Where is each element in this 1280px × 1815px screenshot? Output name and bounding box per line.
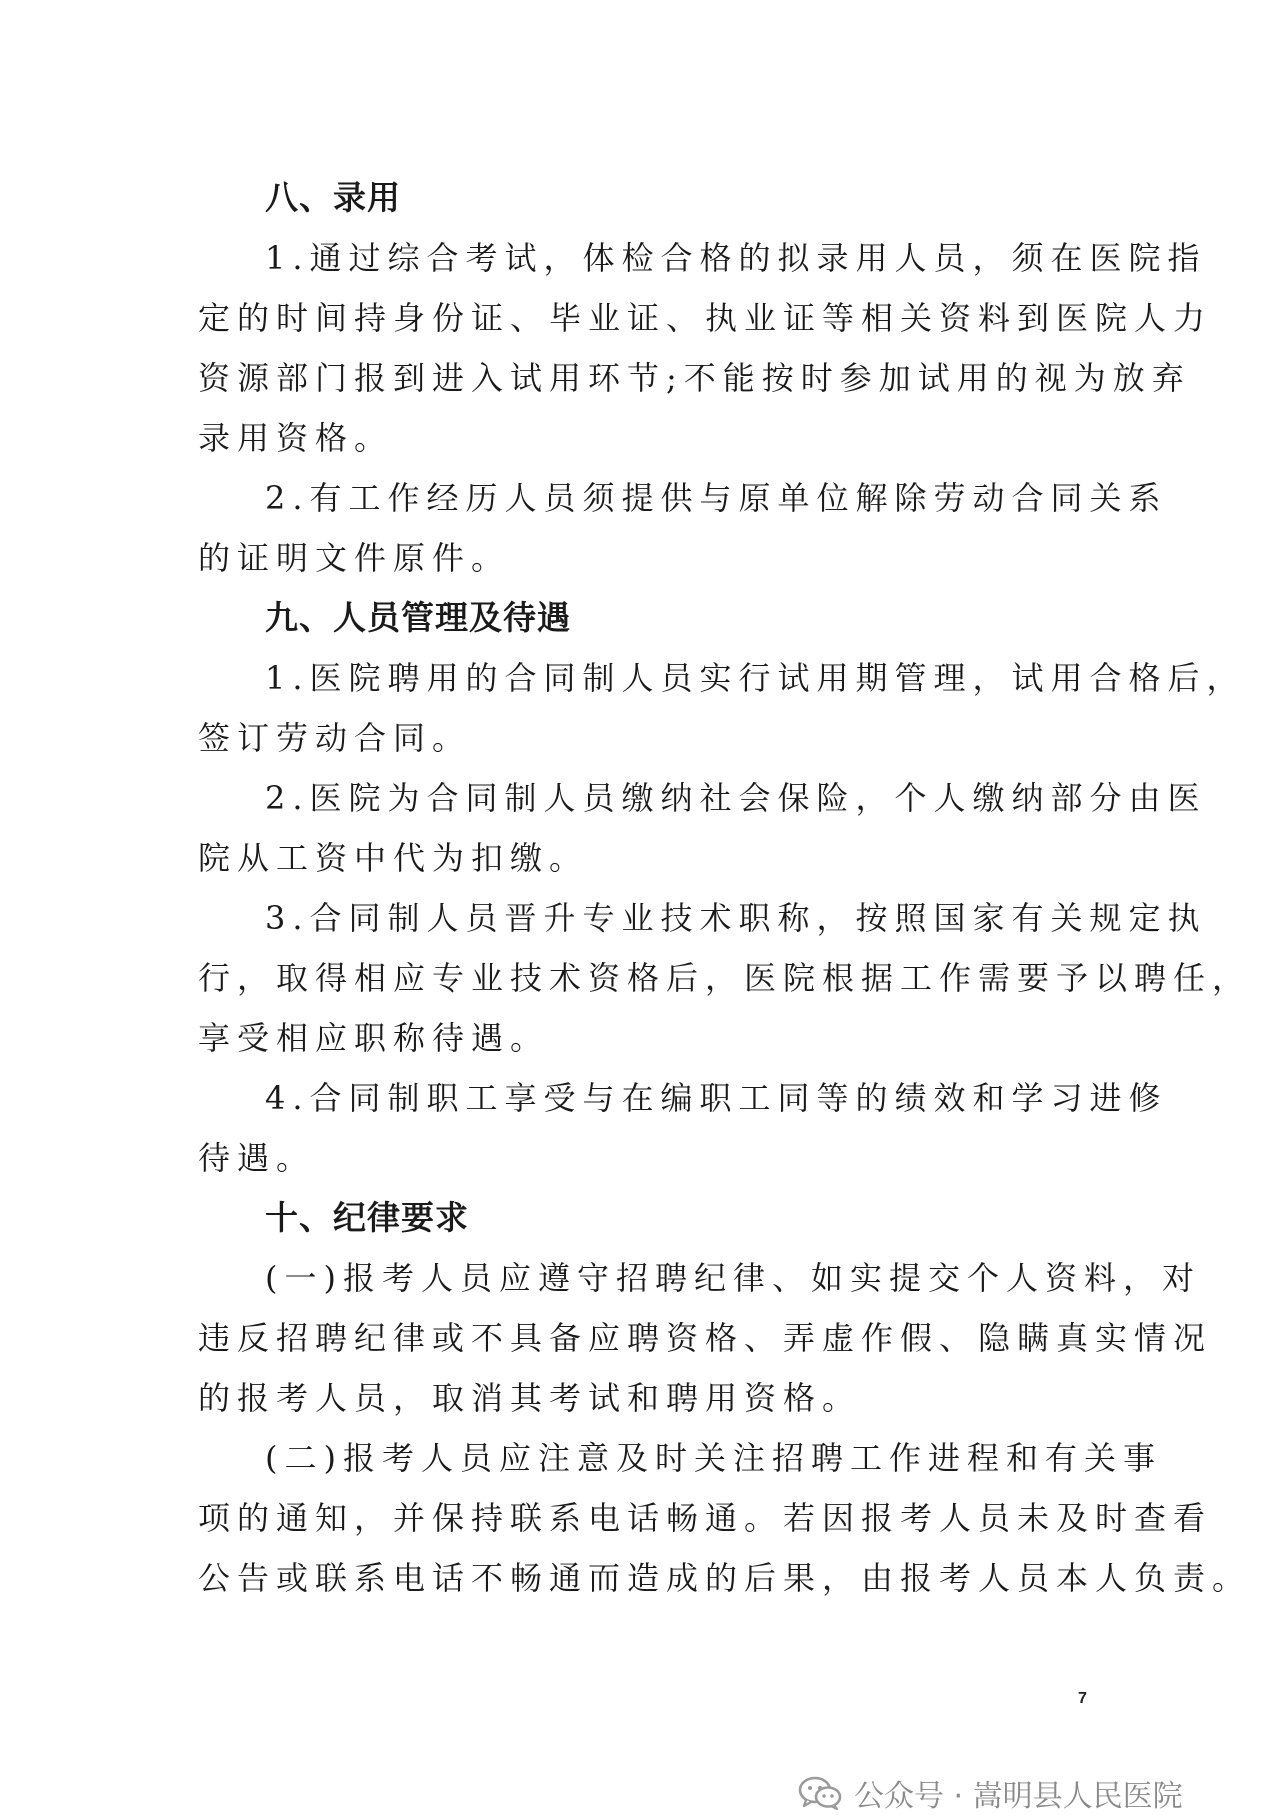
paragraph-discipline-1 bbox=[198, 1248, 1213, 1428]
watermark-text: 公众号 · 嵩明县人民医院 bbox=[854, 1779, 1183, 1814]
text-line: 1.通过综合考试，体检合格的拟录用人员，须在医院指 bbox=[265, 239, 1207, 277]
text-line: 享受相应职称待遇。 bbox=[198, 1019, 550, 1057]
paragraph-management-2 bbox=[198, 768, 1207, 888]
text-line: (二)报考人员应注意及时关注招聘工作进程和有关事 bbox=[265, 1439, 1162, 1477]
wechat-icon bbox=[798, 1775, 842, 1811]
paragraph-hiring-2 bbox=[198, 468, 1168, 588]
text-line: 待遇。 bbox=[198, 1139, 316, 1177]
section-heading-management: 九、人员管理及待遇 bbox=[265, 598, 571, 637]
section-heading-discipline: 十、纪律要求 bbox=[265, 1198, 469, 1237]
page-number: 7 bbox=[1078, 1690, 1087, 1707]
document-body bbox=[198, 168, 1252, 1608]
text-line: 2.医院为合同制人员缴纳社会保险，个人缴纳部分由医 bbox=[265, 779, 1207, 817]
text-line: 签订劳动合同。 bbox=[198, 719, 472, 757]
watermark bbox=[798, 1773, 1183, 1813]
text-line: 的证明文件原件。 bbox=[198, 539, 511, 577]
text-line: 4.合同制职工享受与在编职工同等的绩效和学习进修 bbox=[265, 1079, 1168, 1117]
text-line: 公告或联系电话不畅通而造成的后果，由报考人员本人负责。 bbox=[198, 1559, 1252, 1597]
text-line: 定的时间持身份证、毕业证、执业证等相关资料到医院人力 bbox=[198, 299, 1213, 337]
text-line: (一)报考人员应遵守招聘纪律、如实提交个人资料，对 bbox=[265, 1259, 1201, 1297]
paragraph-hiring-1 bbox=[198, 228, 1213, 468]
section-heading-hiring: 八、录用 bbox=[265, 178, 401, 217]
text-line: 2.有工作经历人员须提供与原单位解除劳动合同关系 bbox=[265, 479, 1168, 517]
text-line: 录用资格。 bbox=[198, 419, 394, 457]
paragraph-management-1 bbox=[198, 648, 1246, 768]
paragraph-management-3 bbox=[198, 888, 1252, 1068]
text-line: 行，取得相应专业技术资格后，医院根据工作需要予以聘任， bbox=[198, 959, 1252, 997]
text-line: 院从工资中代为扣缴。 bbox=[198, 839, 589, 877]
text-line: 项的通知，并保持联系电话畅通。若因报考人员未及时查看 bbox=[198, 1499, 1213, 1537]
text-line: 资源部门报到进入试用环节;不能按时参加试用的视为放弃 bbox=[198, 359, 1191, 397]
paragraph-management-4 bbox=[198, 1068, 1168, 1188]
text-line: 的报考人员，取消其考试和聘用资格。 bbox=[198, 1379, 862, 1417]
text-line: 3.合同制人员晋升专业技术职称，按照国家有关规定执 bbox=[265, 899, 1207, 937]
text-line: 违反招聘纪律或不具备应聘资格、弄虚作假、隐瞒真实情况 bbox=[198, 1319, 1213, 1357]
text-line: 1.医院聘用的合同制人员实行试用期管理，试用合格后， bbox=[265, 659, 1246, 697]
paragraph-discipline-2 bbox=[198, 1428, 1252, 1608]
